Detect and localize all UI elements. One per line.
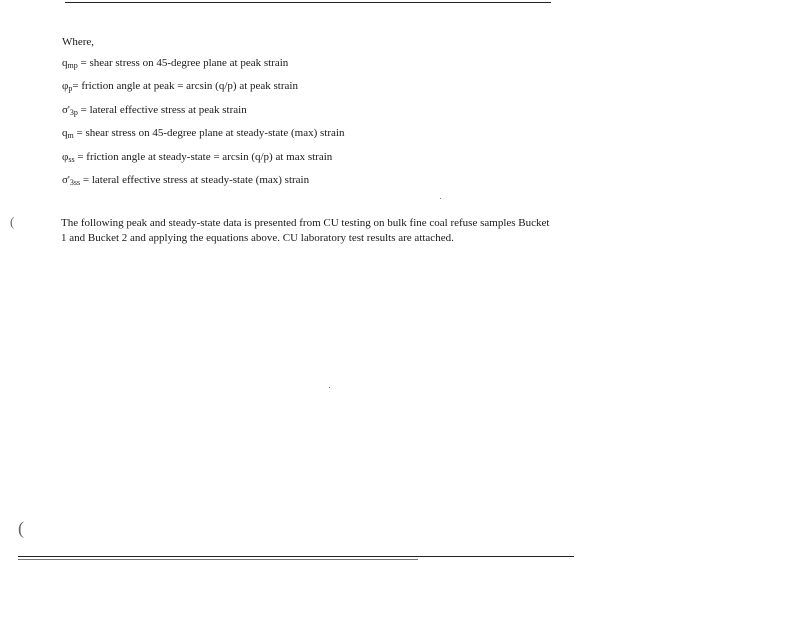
definition-row: $q_{mp}$ = shear stress on 45-degree plane at peak strain — [62, 56, 289, 70]
definition-row: $q_m$ = shear stress on 45-degree plane at steady-state (max) strain — [62, 127, 345, 140]
definition-row: $\varphi_{ss}$ = friction angle at steady-state = arcsin (q/p) at max strain — [62, 150, 333, 164]
definition-row: $\sigma'_{3ss}$ = lateral effective stress at steady-state (max) strain — [62, 174, 310, 187]
bottom-rule — [18, 556, 574, 557]
definitions-block — [62, 32, 344, 194]
body-paragraph: The following peak and steady-state data is presented from CU testing on bulk fine coal refuse samples Bucket 1 and Bucket 2 and applying the equations above. CU laboratory test results are attached. — [61, 217, 550, 244]
where-label: Where, — [62, 36, 95, 48]
binder-mark-icon: ( — [18, 518, 24, 538]
definition-row: $\sigma'_{3p}$ = lateral effective stress at peak strain — [62, 103, 247, 117]
top-rule — [65, 2, 551, 3]
scan-speck — [329, 387, 330, 388]
scan-speck — [440, 198, 441, 199]
definition-row: $\varphi_p=$ friction angle at peak = arcsin (q/p) at peak strain — [62, 80, 298, 93]
bottom-rule-thin — [18, 559, 418, 560]
binder-mark-icon: ( — [10, 214, 15, 229]
